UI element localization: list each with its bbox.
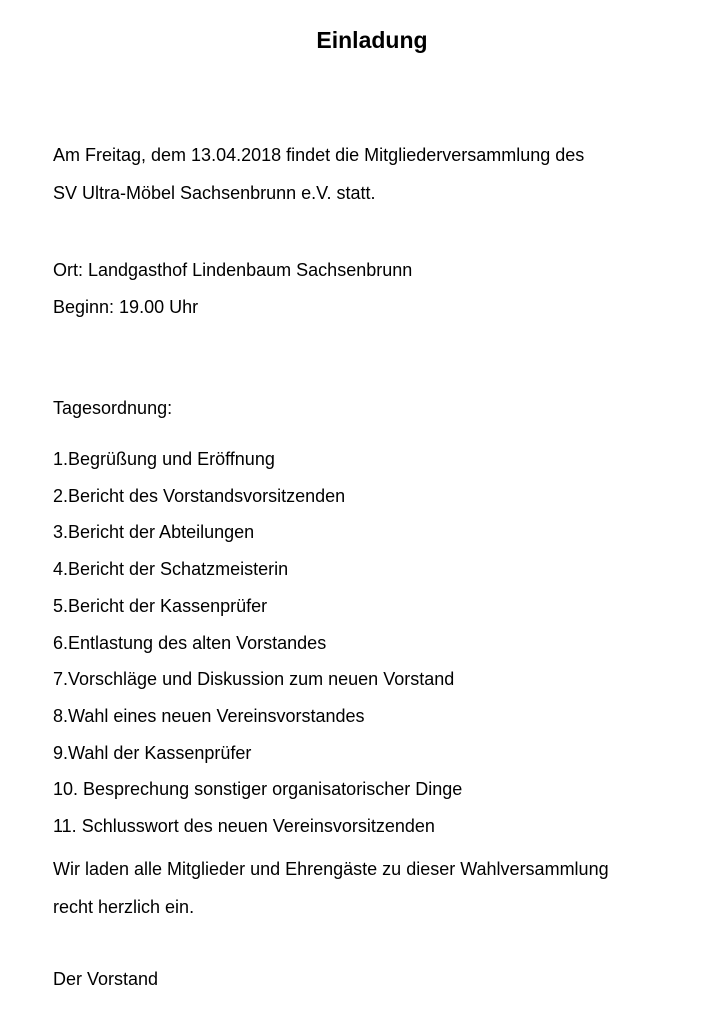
intro-line-2: SV Ultra-Möbel Sachsenbrunn e.V. statt. — [53, 183, 376, 203]
agenda-item: 11. Schlusswort des neuen Vereinsvorsitzenden — [53, 816, 435, 837]
agenda-item: 10. Besprechung sonstiger organisatorischer Dinge — [53, 779, 463, 800]
agenda-heading: Tagesordnung: — [53, 398, 173, 418]
signature: Der Vorstand — [53, 969, 159, 989]
start-time-line: Beginn: 19.00 Uhr — [53, 297, 199, 317]
closing-line-2: recht herzlich ein. — [53, 897, 195, 917]
agenda-item: 7.Vorschläge und Diskussion zum neuen Vorstand — [53, 669, 455, 690]
agenda-item: 4.Bericht der Schatzmeisterin — [53, 559, 289, 580]
agenda-item: 8.Wahl eines neuen Vereinsvorstandes — [53, 705, 365, 726]
agenda-item: 6.Entlastung des alten Vorstandes — [53, 632, 327, 653]
agenda-list — [53, 441, 462, 845]
agenda-item: 5.Bericht der Kassenprüfer — [53, 595, 268, 616]
location-line: Ort: Landgasthof Lindenbaum Sachsenbrunn — [53, 260, 413, 280]
document-title: Einladung — [316, 27, 428, 53]
agenda-item: 9.Wahl der Kassenprüfer — [53, 742, 252, 763]
agenda-item: 3.Bericht der Abteilungen — [53, 522, 255, 543]
agenda-item: 1.Begrüßung und Eröffnung — [53, 449, 275, 469]
agenda-item: 2.Bericht des Vorstandsvorsitzenden — [53, 485, 346, 506]
closing-line-1: Wir laden alle Mitglieder und Ehrengäste zu dieser Wahlversammlung — [53, 859, 609, 879]
intro-line-1: Am Freitag, dem 13.04.2018 findet die Mitgliederversammlung des — [53, 145, 585, 165]
